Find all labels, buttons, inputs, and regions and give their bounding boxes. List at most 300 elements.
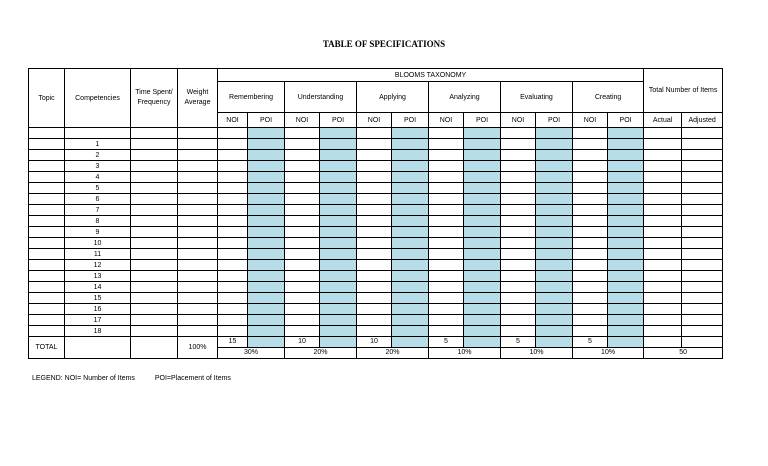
competency-number: 12: [65, 260, 131, 271]
adjusted-cell: [682, 161, 723, 172]
noi-cell: [357, 315, 392, 326]
poi-cell: [464, 161, 501, 172]
total-percent: 10%: [573, 348, 644, 359]
noi-cell: [429, 205, 464, 216]
actual-cell: [644, 128, 682, 139]
competency-number: 4: [65, 172, 131, 183]
poi-cell: [536, 271, 573, 282]
poi-cell: [320, 293, 357, 304]
poi-cell: [248, 172, 285, 183]
poi-cell: [464, 326, 501, 337]
actual-cell: [644, 238, 682, 249]
topic-cell: [29, 315, 65, 326]
topic-cell: [29, 172, 65, 183]
noi-cell: [285, 216, 320, 227]
noi-cell: [573, 183, 608, 194]
total-row: [29, 337, 723, 348]
poi-cell: [464, 315, 501, 326]
actual-cell: [644, 139, 682, 150]
competency-number: 7: [65, 205, 131, 216]
noi-cell: [218, 172, 248, 183]
noi-cell: [357, 326, 392, 337]
adjusted-cell: [682, 194, 723, 205]
poi-cell: [320, 216, 357, 227]
poi-cell: [392, 238, 429, 249]
noi-cell: [285, 282, 320, 293]
noi-cell: [501, 315, 536, 326]
noi-cell: [357, 260, 392, 271]
noi-cell: [501, 238, 536, 249]
topic-cell: [29, 183, 65, 194]
poi-cell: [536, 216, 573, 227]
actual-cell: [644, 315, 682, 326]
noi-cell: [429, 326, 464, 337]
noi-cell: [285, 227, 320, 238]
competencies-header: Competencies: [65, 69, 131, 128]
adjusted-cell: [682, 282, 723, 293]
actual-cell: [644, 194, 682, 205]
topic-cell: [29, 304, 65, 315]
weight-cell: [178, 183, 218, 194]
actual-cell: [644, 271, 682, 282]
poi-cell: [248, 282, 285, 293]
poi-cell: [248, 216, 285, 227]
actual-cell: [644, 172, 682, 183]
poi-cell: [536, 194, 573, 205]
noi-cell: [218, 293, 248, 304]
table-row: [29, 304, 723, 315]
actual-cell: [644, 326, 682, 337]
noi-cell: [429, 249, 464, 260]
noi-cell: [218, 150, 248, 161]
noi-cell: [218, 128, 248, 139]
table-row: [29, 139, 723, 150]
time-spent-cell: [131, 139, 178, 150]
noi-cell: [573, 326, 608, 337]
noi-cell: [501, 326, 536, 337]
poi-cell: [464, 293, 501, 304]
noi-cell: [429, 238, 464, 249]
noi-header: NOI: [573, 113, 608, 128]
topic-cell: [29, 194, 65, 205]
table-row: [29, 227, 723, 238]
time-spent-cell: [131, 172, 178, 183]
legend: [32, 375, 231, 382]
noi-cell: [218, 249, 248, 260]
adjusted-cell: [682, 183, 723, 194]
weight-cell: [178, 128, 218, 139]
poi-cell: [608, 205, 644, 216]
competency-number: 8: [65, 216, 131, 227]
total-noi: 15: [218, 337, 248, 348]
noi-cell: [573, 238, 608, 249]
noi-cell: [285, 249, 320, 260]
adjusted-cell: [682, 249, 723, 260]
noi-cell: [285, 194, 320, 205]
competency-number: 16: [65, 304, 131, 315]
poi-cell: [248, 205, 285, 216]
weight-cell: [178, 150, 218, 161]
time-spent-cell: [131, 194, 178, 205]
weight-cell: [178, 260, 218, 271]
poi-header: POI: [392, 113, 429, 128]
actual-cell: [644, 282, 682, 293]
poi-cell: [464, 183, 501, 194]
poi-cell: [464, 172, 501, 183]
noi-cell: [573, 260, 608, 271]
noi-cell: [573, 315, 608, 326]
total-label: TOTAL: [29, 337, 65, 359]
adjusted-cell: [682, 326, 723, 337]
weight-cell: [178, 227, 218, 238]
actual-cell: [644, 216, 682, 227]
total-adjusted-cell: [682, 337, 723, 348]
poi-cell: [608, 161, 644, 172]
weight-cell: [178, 249, 218, 260]
noi-cell: [357, 205, 392, 216]
topic-cell: [29, 249, 65, 260]
adjusted-cell: [682, 139, 723, 150]
noi-cell: [285, 293, 320, 304]
noi-cell: [429, 183, 464, 194]
noi-cell: [218, 304, 248, 315]
noi-cell: [573, 216, 608, 227]
noi-cell: [429, 172, 464, 183]
total-weight: 100%: [178, 337, 218, 359]
noi-cell: [357, 238, 392, 249]
competency-number: 18: [65, 326, 131, 337]
poi-cell: [320, 205, 357, 216]
poi-header: POI: [608, 113, 644, 128]
total-noi: 5: [573, 337, 608, 348]
noi-cell: [218, 216, 248, 227]
noi-cell: [285, 139, 320, 150]
noi-cell: [501, 205, 536, 216]
actual-cell: [644, 161, 682, 172]
poi-cell: [320, 139, 357, 150]
actual-header: Actual: [644, 113, 682, 128]
poi-cell: [248, 315, 285, 326]
poi-cell: [248, 326, 285, 337]
poi-cell: [248, 249, 285, 260]
poi-cell: [248, 260, 285, 271]
noi-cell: [218, 326, 248, 337]
poi-cell: [320, 326, 357, 337]
topic-cell: [29, 128, 65, 139]
level-header: Remembering: [218, 82, 285, 113]
total-actual-cell: [644, 337, 682, 348]
poi-cell: [248, 271, 285, 282]
poi-cell: [392, 139, 429, 150]
total-items: 50: [644, 348, 723, 359]
poi-cell: [320, 128, 357, 139]
poi-cell: [464, 139, 501, 150]
poi-cell: [320, 271, 357, 282]
poi-cell: [392, 216, 429, 227]
total-poi-cell: [248, 337, 285, 348]
adjusted-cell: [682, 216, 723, 227]
poi-cell: [608, 194, 644, 205]
adjusted-cell: [682, 172, 723, 183]
weight-cell: [178, 172, 218, 183]
noi-cell: [357, 304, 392, 315]
noi-cell: [429, 139, 464, 150]
competency-number: 5: [65, 183, 131, 194]
noi-cell: [501, 172, 536, 183]
noi-cell: [357, 271, 392, 282]
noi-cell: [573, 139, 608, 150]
competency-number: 17: [65, 315, 131, 326]
topic-cell: [29, 139, 65, 150]
noi-cell: [573, 304, 608, 315]
poi-cell: [392, 271, 429, 282]
noi-cell: [429, 304, 464, 315]
total-noi: 5: [429, 337, 464, 348]
poi-cell: [248, 194, 285, 205]
noi-cell: [573, 205, 608, 216]
poi-cell: [536, 315, 573, 326]
poi-cell: [392, 293, 429, 304]
actual-cell: [644, 150, 682, 161]
adjusted-cell: [682, 227, 723, 238]
level-header: Creating: [573, 82, 644, 113]
poi-cell: [248, 139, 285, 150]
poi-cell: [536, 128, 573, 139]
noi-cell: [501, 150, 536, 161]
noi-cell: [285, 205, 320, 216]
actual-cell: [644, 260, 682, 271]
table-row: [29, 150, 723, 161]
poi-cell: [464, 150, 501, 161]
poi-cell: [320, 183, 357, 194]
poi-cell: [608, 172, 644, 183]
weight-cell: [178, 194, 218, 205]
noi-cell: [285, 326, 320, 337]
table-row: [29, 271, 723, 282]
table-row: [29, 194, 723, 205]
noi-cell: [218, 227, 248, 238]
table-row: [29, 161, 723, 172]
level-header: Analyzing: [429, 82, 501, 113]
poi-cell: [320, 315, 357, 326]
poi-cell: [392, 315, 429, 326]
noi-cell: [429, 216, 464, 227]
topic-cell: [29, 216, 65, 227]
poi-cell: [536, 150, 573, 161]
weight-cell: [178, 326, 218, 337]
poi-cell: [608, 128, 644, 139]
noi-cell: [501, 249, 536, 260]
noi-cell: [357, 227, 392, 238]
competency-number: 6: [65, 194, 131, 205]
noi-cell: [501, 293, 536, 304]
topic-cell: [29, 271, 65, 282]
poi-cell: [248, 161, 285, 172]
noi-cell: [285, 271, 320, 282]
noi-cell: [285, 260, 320, 271]
table-row: [29, 216, 723, 227]
noi-header: NOI: [429, 113, 464, 128]
total-competency-cell: [65, 337, 131, 359]
noi-cell: [218, 260, 248, 271]
noi-cell: [573, 150, 608, 161]
competency-number: [65, 128, 131, 139]
noi-cell: [357, 128, 392, 139]
noi-cell: [501, 282, 536, 293]
noi-header: NOI: [501, 113, 536, 128]
adjusted-cell: [682, 238, 723, 249]
poi-cell: [392, 326, 429, 337]
noi-cell: [218, 315, 248, 326]
total-percent: 10%: [429, 348, 501, 359]
poi-cell: [392, 161, 429, 172]
noi-cell: [573, 282, 608, 293]
noi-cell: [573, 249, 608, 260]
time-spent-cell: [131, 216, 178, 227]
weight-cell: [178, 315, 218, 326]
time-spent-cell: [131, 304, 178, 315]
poi-cell: [464, 216, 501, 227]
noi-cell: [285, 183, 320, 194]
poi-cell: [248, 227, 285, 238]
poi-cell: [536, 293, 573, 304]
table-row: [29, 172, 723, 183]
noi-cell: [218, 183, 248, 194]
poi-cell: [608, 183, 644, 194]
noi-cell: [285, 172, 320, 183]
noi-cell: [429, 282, 464, 293]
time-spent-cell: [131, 227, 178, 238]
competency-number: 13: [65, 271, 131, 282]
poi-cell: [392, 227, 429, 238]
actual-cell: [644, 205, 682, 216]
poi-cell: [248, 183, 285, 194]
poi-cell: [536, 172, 573, 183]
time-spent-cell: [131, 293, 178, 304]
noi-cell: [285, 128, 320, 139]
poi-cell: [536, 205, 573, 216]
poi-cell: [536, 183, 573, 194]
adjusted-cell: [682, 205, 723, 216]
poi-cell: [248, 304, 285, 315]
poi-cell: [392, 282, 429, 293]
noi-cell: [357, 183, 392, 194]
time-spent-cell: [131, 282, 178, 293]
poi-cell: [608, 315, 644, 326]
poi-cell: [464, 238, 501, 249]
actual-cell: [644, 304, 682, 315]
poi-cell: [608, 260, 644, 271]
adjusted-cell: [682, 271, 723, 282]
total-percent: 20%: [285, 348, 357, 359]
poi-cell: [248, 150, 285, 161]
actual-cell: [644, 227, 682, 238]
document-title: TABLE OF SPECIFICATIONS: [322, 39, 446, 49]
total-noi: 10: [357, 337, 392, 348]
noi-cell: [285, 304, 320, 315]
poi-cell: [536, 282, 573, 293]
poi-cell: [608, 139, 644, 150]
topic-cell: [29, 282, 65, 293]
time-spent-cell: [131, 315, 178, 326]
poi-cell: [464, 304, 501, 315]
poi-cell: [536, 161, 573, 172]
time-spent-cell: [131, 326, 178, 337]
table-row: [29, 326, 723, 337]
adjusted-header: Adjusted: [682, 113, 723, 128]
time-spent-header: Time Spent/ Frequency: [131, 69, 178, 128]
competency-number: 14: [65, 282, 131, 293]
noi-cell: [501, 271, 536, 282]
time-spent-cell: [131, 249, 178, 260]
noi-cell: [218, 238, 248, 249]
time-spent-cell: [131, 205, 178, 216]
total-percent: 20%: [357, 348, 429, 359]
table-row: [29, 128, 723, 139]
poi-cell: [248, 238, 285, 249]
weight-cell: [178, 216, 218, 227]
poi-cell: [320, 282, 357, 293]
total-noi: 5: [501, 337, 536, 348]
poi-cell: [392, 172, 429, 183]
noi-cell: [285, 161, 320, 172]
noi-header: NOI: [357, 113, 392, 128]
poi-cell: [608, 238, 644, 249]
noi-cell: [573, 271, 608, 282]
poi-cell: [464, 194, 501, 205]
noi-cell: [501, 304, 536, 315]
table-row: [29, 183, 723, 194]
total-poi-cell: [536, 337, 573, 348]
noi-cell: [501, 260, 536, 271]
noi-cell: [573, 128, 608, 139]
noi-cell: [429, 260, 464, 271]
time-spent-cell: [131, 260, 178, 271]
poi-cell: [608, 249, 644, 260]
table-row: [29, 249, 723, 260]
poi-header: POI: [464, 113, 501, 128]
noi-cell: [573, 172, 608, 183]
poi-cell: [392, 194, 429, 205]
competency-number: 1: [65, 139, 131, 150]
poi-cell: [608, 293, 644, 304]
noi-cell: [501, 183, 536, 194]
adjusted-cell: [682, 128, 723, 139]
adjusted-cell: [682, 293, 723, 304]
poi-cell: [320, 249, 357, 260]
competency-number: 3: [65, 161, 131, 172]
topic-cell: [29, 238, 65, 249]
poi-cell: [464, 205, 501, 216]
table-row: [29, 293, 723, 304]
poi-cell: [320, 172, 357, 183]
blooms-taxonomy-header: BLOOMS TAXONOMY: [218, 69, 644, 82]
noi-cell: [357, 249, 392, 260]
poi-cell: [536, 139, 573, 150]
poi-cell: [464, 260, 501, 271]
noi-cell: [357, 172, 392, 183]
poi-cell: [536, 326, 573, 337]
poi-cell: [248, 128, 285, 139]
time-spent-cell: [131, 238, 178, 249]
adjusted-cell: [682, 304, 723, 315]
poi-cell: [464, 282, 501, 293]
weight-cell: [178, 238, 218, 249]
noi-cell: [285, 150, 320, 161]
noi-cell: [501, 128, 536, 139]
noi-cell: [357, 150, 392, 161]
poi-cell: [320, 227, 357, 238]
